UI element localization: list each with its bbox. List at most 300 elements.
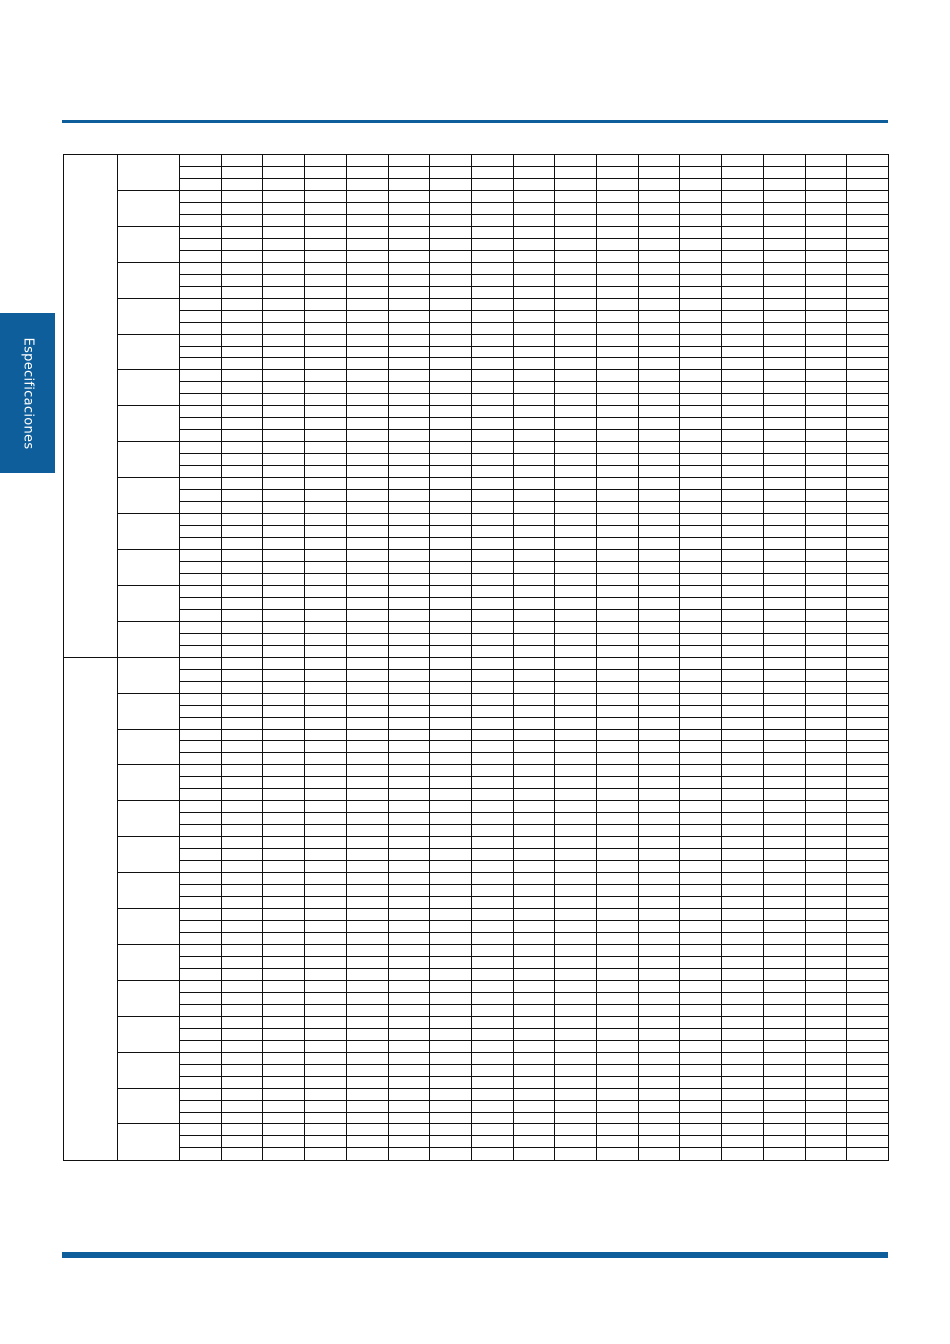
table-cell [346, 681, 388, 693]
table-cell [597, 621, 639, 633]
table-cell [847, 214, 889, 226]
subgroup-header-cell [118, 226, 180, 262]
table-cell [638, 382, 680, 394]
table-cell [805, 1136, 847, 1148]
table-cell [263, 166, 305, 178]
table-cell [763, 478, 805, 490]
table-cell [430, 585, 472, 597]
table-cell [763, 1028, 805, 1040]
table-cell [722, 1124, 764, 1136]
table-cell [722, 370, 764, 382]
table-cell [430, 262, 472, 274]
table-cell [180, 609, 222, 621]
table-cell [680, 681, 722, 693]
table-cell [680, 526, 722, 538]
table-cell [430, 801, 472, 813]
table-cell [597, 873, 639, 885]
table-cell [847, 1040, 889, 1052]
table-cell [680, 370, 722, 382]
table-cell [305, 454, 347, 466]
table-cell [555, 657, 597, 669]
table-cell [388, 1064, 430, 1076]
table-cell [513, 1124, 555, 1136]
table-cell [471, 166, 513, 178]
table-cell [263, 873, 305, 885]
table-cell [638, 921, 680, 933]
table-cell [513, 178, 555, 190]
table-cell [722, 897, 764, 909]
table-cell [180, 777, 222, 789]
table-row [64, 585, 889, 597]
table-cell [263, 885, 305, 897]
table-cell [680, 214, 722, 226]
table-cell [805, 1112, 847, 1124]
table-cell [430, 155, 472, 167]
table-cell [805, 430, 847, 442]
table-cell [263, 526, 305, 538]
table-cell [305, 298, 347, 310]
table-cell [555, 202, 597, 214]
table-cell [471, 849, 513, 861]
table-row [64, 466, 889, 478]
table-row [64, 322, 889, 334]
table-cell [597, 466, 639, 478]
table-cell [722, 705, 764, 717]
table-cell [388, 645, 430, 657]
table-cell [346, 873, 388, 885]
table-cell [763, 765, 805, 777]
table-cell [346, 274, 388, 286]
table-cell [555, 178, 597, 190]
table-cell [388, 1148, 430, 1161]
table-cell [722, 502, 764, 514]
table-cell [471, 909, 513, 921]
table-row [64, 633, 889, 645]
table-cell [680, 466, 722, 478]
table-cell [555, 490, 597, 502]
table-cell [763, 514, 805, 526]
table-cell [221, 358, 263, 370]
table-row [64, 418, 889, 430]
table-cell [638, 777, 680, 789]
table-cell [847, 166, 889, 178]
table-cell [805, 705, 847, 717]
table-cell [513, 190, 555, 202]
table-cell [430, 717, 472, 729]
table-cell [555, 801, 597, 813]
table-cell [388, 286, 430, 298]
table-cell [471, 1004, 513, 1016]
table-cell [847, 873, 889, 885]
table-cell [430, 466, 472, 478]
table-cell [555, 1016, 597, 1028]
table-cell [513, 514, 555, 526]
table-cell [555, 310, 597, 322]
table-cell [763, 980, 805, 992]
table-cell [346, 992, 388, 1004]
table-cell [305, 502, 347, 514]
table-cell [763, 322, 805, 334]
table-cell [346, 166, 388, 178]
table-cell [263, 561, 305, 573]
table-row [64, 358, 889, 370]
table-cell [680, 454, 722, 466]
table-cell [763, 777, 805, 789]
table-cell [180, 1124, 222, 1136]
table-cell [638, 226, 680, 238]
table-cell [305, 514, 347, 526]
table-cell [346, 885, 388, 897]
table-cell [180, 190, 222, 202]
table-cell [805, 250, 847, 262]
table-cell [221, 166, 263, 178]
table-row [64, 992, 889, 1004]
table-cell [763, 298, 805, 310]
table-cell [471, 310, 513, 322]
table-cell [430, 956, 472, 968]
table-cell [638, 956, 680, 968]
table-cell [471, 190, 513, 202]
table-row [64, 789, 889, 801]
table-cell [555, 1004, 597, 1016]
table-cell [388, 310, 430, 322]
table-cell [346, 956, 388, 968]
table-cell [263, 310, 305, 322]
table-cell [847, 478, 889, 490]
table-cell [722, 466, 764, 478]
table-cell [597, 789, 639, 801]
table-cell [388, 394, 430, 406]
table-cell [346, 1028, 388, 1040]
table-cell [263, 1052, 305, 1064]
table-cell [221, 1148, 263, 1161]
table-cell [722, 166, 764, 178]
table-cell [763, 238, 805, 250]
table-cell [471, 621, 513, 633]
table-cell [221, 1052, 263, 1064]
table-cell [847, 585, 889, 597]
table-cell [597, 705, 639, 717]
table-cell [430, 298, 472, 310]
table-cell [221, 382, 263, 394]
table-cell [555, 681, 597, 693]
table-cell [221, 909, 263, 921]
table-cell [388, 442, 430, 454]
table-cell [388, 514, 430, 526]
table-cell [597, 921, 639, 933]
table-cell [263, 466, 305, 478]
table-cell [680, 334, 722, 346]
table-cell [680, 262, 722, 274]
table-cell [346, 478, 388, 490]
header-rule [62, 120, 888, 123]
table-cell [305, 1064, 347, 1076]
table-cell [680, 514, 722, 526]
subgroup-header-cell [118, 442, 180, 478]
table-row [64, 1100, 889, 1112]
table-cell [471, 1064, 513, 1076]
table-cell [513, 813, 555, 825]
table-cell [763, 573, 805, 585]
table-cell [430, 932, 472, 944]
table-cell [597, 729, 639, 741]
table-cell [221, 202, 263, 214]
table-cell [763, 1136, 805, 1148]
table-cell [555, 980, 597, 992]
table-row [64, 190, 889, 202]
table-cell [471, 741, 513, 753]
table-cell [638, 1028, 680, 1040]
table-cell [430, 370, 472, 382]
table-cell [597, 178, 639, 190]
table-cell [805, 561, 847, 573]
table-cell [555, 382, 597, 394]
table-cell [471, 765, 513, 777]
table-cell [513, 693, 555, 705]
table-cell [805, 717, 847, 729]
table-row [64, 777, 889, 789]
table-cell [555, 1064, 597, 1076]
table-cell [471, 861, 513, 873]
table-cell [680, 789, 722, 801]
table-cell [346, 514, 388, 526]
table-cell [180, 526, 222, 538]
table-cell [763, 346, 805, 358]
subgroup-header-cell [118, 334, 180, 370]
table-row [64, 286, 889, 298]
table-cell [763, 334, 805, 346]
table-cell [638, 837, 680, 849]
table-cell [680, 921, 722, 933]
table-row [64, 226, 889, 238]
table-cell [805, 789, 847, 801]
table-cell [805, 1076, 847, 1088]
table-cell [180, 274, 222, 286]
table-cell [430, 250, 472, 262]
table-cell [805, 322, 847, 334]
table-cell [763, 382, 805, 394]
table-cell [263, 1076, 305, 1088]
table-cell [638, 897, 680, 909]
table-cell [555, 334, 597, 346]
table-cell [847, 155, 889, 167]
table-cell [555, 693, 597, 705]
table-cell [847, 992, 889, 1004]
table-cell [430, 825, 472, 837]
table-cell [638, 1040, 680, 1052]
table-cell [471, 837, 513, 849]
table-cell [180, 909, 222, 921]
table-cell [680, 645, 722, 657]
table-cell [305, 238, 347, 250]
table-cell [430, 549, 472, 561]
table-cell [180, 466, 222, 478]
table-cell [680, 1100, 722, 1112]
table-cell [221, 178, 263, 190]
table-cell [722, 585, 764, 597]
table-cell [597, 801, 639, 813]
table-cell [180, 693, 222, 705]
table-cell [680, 849, 722, 861]
table-cell [638, 1016, 680, 1028]
table-cell [805, 310, 847, 322]
table-cell [305, 346, 347, 358]
table-cell [430, 406, 472, 418]
table-cell [638, 214, 680, 226]
table-cell [513, 944, 555, 956]
table-cell [638, 932, 680, 944]
table-cell [180, 549, 222, 561]
table-cell [638, 262, 680, 274]
table-cell [597, 1112, 639, 1124]
table-cell [638, 334, 680, 346]
table-cell [638, 1064, 680, 1076]
table-cell [263, 705, 305, 717]
table-cell [722, 1100, 764, 1112]
table-cell [847, 956, 889, 968]
table-cell [513, 992, 555, 1004]
table-cell [722, 322, 764, 334]
table-cell [805, 1016, 847, 1028]
table-cell [597, 1076, 639, 1088]
table-cell [847, 813, 889, 825]
table-cell [263, 1124, 305, 1136]
table-cell [638, 178, 680, 190]
table-cell [430, 633, 472, 645]
table-cell [763, 250, 805, 262]
table-cell [722, 1028, 764, 1040]
table-cell [638, 1076, 680, 1088]
table-cell [221, 418, 263, 430]
table-cell [680, 932, 722, 944]
table-cell [430, 885, 472, 897]
table-cell [388, 621, 430, 633]
table-cell [430, 166, 472, 178]
table-cell [638, 310, 680, 322]
table-cell [263, 573, 305, 585]
table-cell [346, 178, 388, 190]
table-cell [680, 753, 722, 765]
table-cell [221, 466, 263, 478]
table-cell [847, 178, 889, 190]
table-cell [680, 909, 722, 921]
table-cell [263, 765, 305, 777]
table-cell [597, 597, 639, 609]
table-cell [305, 573, 347, 585]
table-cell [346, 538, 388, 550]
subgroup-header-cell [118, 155, 180, 191]
table-cell [263, 382, 305, 394]
table-cell [221, 657, 263, 669]
table-cell [346, 1064, 388, 1076]
table-cell [471, 956, 513, 968]
table-cell [305, 250, 347, 262]
table-cell [763, 538, 805, 550]
table-cell [638, 526, 680, 538]
table-cell [555, 478, 597, 490]
table-cell [346, 226, 388, 238]
table-row [64, 202, 889, 214]
table-cell [555, 609, 597, 621]
table-cell [513, 753, 555, 765]
table-cell [763, 1040, 805, 1052]
table-cell [430, 1004, 472, 1016]
table-cell [805, 897, 847, 909]
table-cell [180, 502, 222, 514]
table-cell [555, 1112, 597, 1124]
table-cell [305, 633, 347, 645]
table-cell [805, 956, 847, 968]
table-cell [763, 944, 805, 956]
table-cell [471, 633, 513, 645]
table-cell [263, 837, 305, 849]
table-cell [763, 166, 805, 178]
table-cell [847, 693, 889, 705]
subgroup-header-cell [118, 549, 180, 585]
table-cell [471, 921, 513, 933]
table-row [64, 669, 889, 681]
table-cell [346, 705, 388, 717]
table-cell [346, 765, 388, 777]
table-cell [388, 478, 430, 490]
table-cell [513, 370, 555, 382]
table-cell [221, 1088, 263, 1100]
table-cell [555, 1052, 597, 1064]
table-cell [513, 657, 555, 669]
table-cell [555, 466, 597, 478]
subgroup-header-cell [118, 190, 180, 226]
table-cell [221, 226, 263, 238]
table-cell [221, 789, 263, 801]
table-row [64, 968, 889, 980]
table-cell [305, 370, 347, 382]
table-cell [638, 1124, 680, 1136]
table-cell [805, 813, 847, 825]
table-cell [221, 621, 263, 633]
table-cell [263, 406, 305, 418]
table-cell [638, 394, 680, 406]
table-cell [555, 322, 597, 334]
table-cell [722, 238, 764, 250]
table-cell [847, 645, 889, 657]
table-cell [638, 992, 680, 1004]
table-cell [722, 514, 764, 526]
table-cell [430, 645, 472, 657]
table-cell [513, 286, 555, 298]
table-cell [346, 382, 388, 394]
table-cell [180, 873, 222, 885]
table-cell [346, 909, 388, 921]
table-row [64, 897, 889, 909]
table-cell [555, 538, 597, 550]
table-cell [597, 968, 639, 980]
table-cell [763, 921, 805, 933]
table-cell [513, 310, 555, 322]
table-cell [847, 717, 889, 729]
table-cell [763, 705, 805, 717]
table-cell [638, 190, 680, 202]
table-cell [638, 861, 680, 873]
table-cell [263, 490, 305, 502]
table-cell [722, 633, 764, 645]
table-cell [597, 526, 639, 538]
table-cell [430, 286, 472, 298]
table-cell [763, 753, 805, 765]
table-cell [471, 1088, 513, 1100]
table-cell [847, 825, 889, 837]
table-cell [346, 561, 388, 573]
table-cell [305, 1100, 347, 1112]
